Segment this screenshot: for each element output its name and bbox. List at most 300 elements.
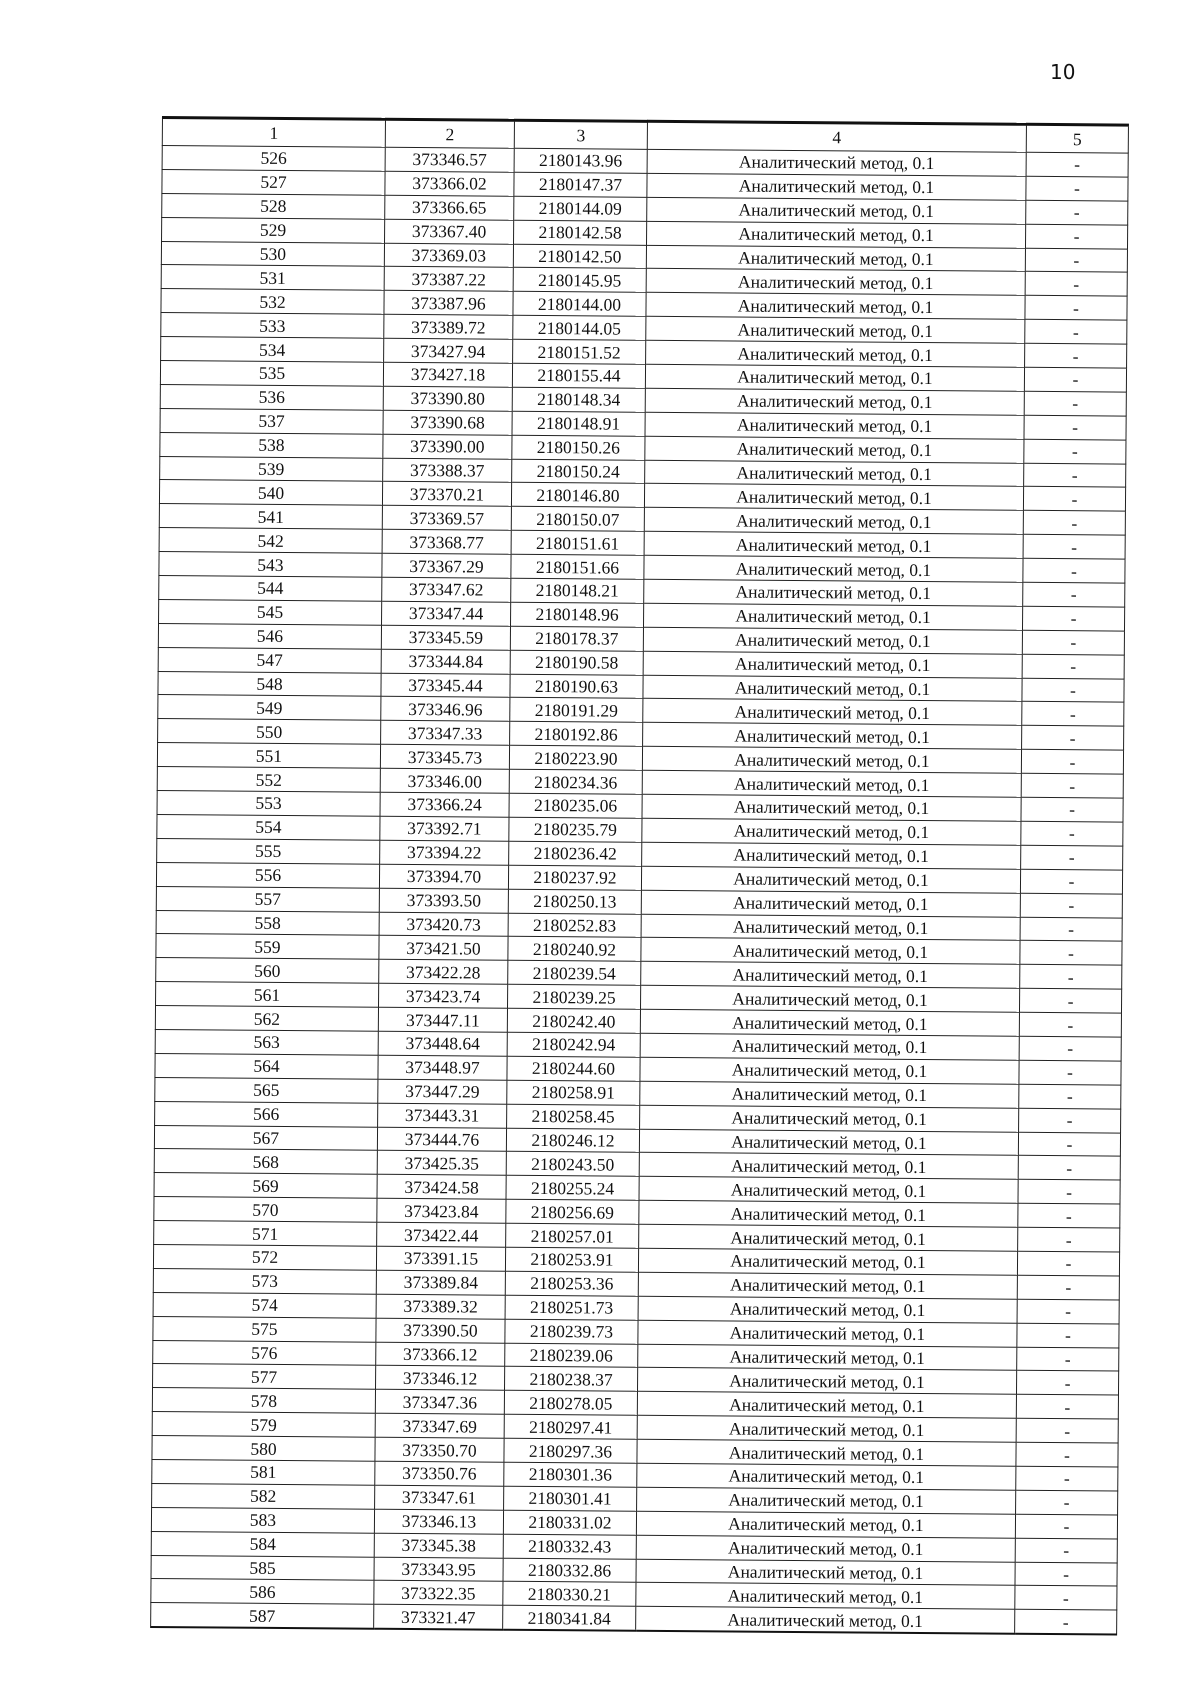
method-cell: Аналитический метод, 0.1 bbox=[645, 460, 1024, 487]
description-cell: - bbox=[1022, 678, 1124, 703]
point-number-cell: 536 bbox=[160, 384, 383, 410]
point-number-cell: 562 bbox=[155, 1006, 378, 1032]
y-coordinate-cell: 2180244.60 bbox=[507, 1056, 640, 1081]
x-coordinate-cell: 373346.57 bbox=[385, 147, 514, 172]
y-coordinate-cell: 2180242.94 bbox=[507, 1032, 640, 1057]
point-number-cell: 550 bbox=[158, 719, 381, 745]
point-number-cell: 540 bbox=[159, 480, 382, 506]
y-coordinate-cell: 2180257.01 bbox=[506, 1223, 639, 1248]
method-cell: Аналитический метод, 0.1 bbox=[644, 555, 1023, 582]
method-cell: Аналитический метод, 0.1 bbox=[640, 1009, 1019, 1036]
point-number-cell: 578 bbox=[152, 1388, 375, 1414]
y-coordinate-cell: 2180144.09 bbox=[514, 196, 647, 221]
point-number-cell: 567 bbox=[154, 1125, 377, 1151]
method-cell: Аналитический метод, 0.1 bbox=[644, 508, 1023, 535]
y-coordinate-cell: 2180192.86 bbox=[510, 722, 643, 747]
y-coordinate-cell: 2180143.96 bbox=[514, 148, 647, 173]
y-coordinate-cell: 2180239.54 bbox=[508, 961, 641, 986]
description-cell: - bbox=[1023, 535, 1125, 560]
method-cell: Аналитический метод, 0.1 bbox=[640, 1033, 1019, 1060]
description-cell: - bbox=[1020, 869, 1122, 894]
description-cell: - bbox=[1025, 343, 1127, 368]
method-cell: Аналитический метод, 0.1 bbox=[645, 412, 1024, 439]
x-coordinate-cell: 373394.70 bbox=[379, 864, 508, 889]
y-coordinate-cell: 2180258.45 bbox=[507, 1104, 640, 1129]
method-cell: Аналитический метод, 0.1 bbox=[645, 364, 1024, 391]
x-coordinate-cell: 373345.38 bbox=[374, 1533, 503, 1558]
point-number-cell: 577 bbox=[153, 1364, 376, 1390]
y-coordinate-cell: 2180235.79 bbox=[509, 817, 642, 842]
y-coordinate-cell: 2180147.37 bbox=[514, 172, 647, 197]
method-cell: Аналитический метод, 0.1 bbox=[643, 699, 1022, 726]
x-coordinate-cell: 373343.95 bbox=[374, 1557, 503, 1582]
description-cell: - bbox=[1023, 511, 1125, 536]
description-cell: - bbox=[1015, 1586, 1117, 1611]
point-number-cell: 569 bbox=[154, 1173, 377, 1199]
point-number-cell: 538 bbox=[160, 432, 383, 458]
point-number-cell: 539 bbox=[160, 456, 383, 482]
x-coordinate-cell: 373427.18 bbox=[383, 362, 512, 387]
point-number-cell: 543 bbox=[159, 552, 382, 578]
y-coordinate-cell: 2180237.92 bbox=[508, 865, 641, 890]
description-cell: - bbox=[1023, 558, 1125, 583]
method-cell: Аналитический метод, 0.1 bbox=[647, 173, 1026, 200]
description-cell: - bbox=[1019, 1108, 1121, 1133]
point-number-cell: 551 bbox=[157, 743, 380, 769]
point-number-cell: 541 bbox=[159, 504, 382, 530]
y-coordinate-cell: 2180246.12 bbox=[506, 1128, 639, 1153]
y-coordinate-cell: 2180234.36 bbox=[509, 769, 642, 794]
coordinates-table bbox=[150, 116, 1129, 1636]
x-coordinate-cell: 373350.76 bbox=[375, 1461, 504, 1486]
x-coordinate-cell: 373370.21 bbox=[382, 482, 511, 507]
y-coordinate-cell: 2180258.91 bbox=[507, 1080, 640, 1105]
description-cell: - bbox=[1017, 1323, 1119, 1348]
point-number-cell: 557 bbox=[156, 886, 379, 912]
point-number-cell: 566 bbox=[155, 1101, 378, 1127]
description-cell: - bbox=[1018, 1203, 1120, 1228]
method-cell: Аналитический метод, 0.1 bbox=[637, 1487, 1016, 1514]
x-coordinate-cell: 373389.32 bbox=[376, 1294, 505, 1319]
point-number-cell: 528 bbox=[162, 193, 385, 219]
x-coordinate-cell: 373422.28 bbox=[379, 960, 508, 985]
x-coordinate-cell: 373344.84 bbox=[381, 649, 510, 674]
x-coordinate-cell: 373367.29 bbox=[382, 553, 511, 578]
x-coordinate-cell: 373420.73 bbox=[379, 912, 508, 937]
x-coordinate-cell: 373443.31 bbox=[378, 1103, 507, 1128]
method-cell: Аналитический метод, 0.1 bbox=[641, 962, 1020, 989]
method-cell: Аналитический метод, 0.1 bbox=[642, 818, 1021, 845]
description-cell: - bbox=[1016, 1466, 1118, 1491]
method-cell: Аналитический метод, 0.1 bbox=[638, 1272, 1017, 1299]
method-cell: Аналитический метод, 0.1 bbox=[638, 1296, 1017, 1323]
description-cell: - bbox=[1021, 821, 1123, 846]
method-cell: Аналитический метод, 0.1 bbox=[645, 388, 1024, 415]
description-cell: - bbox=[1022, 606, 1124, 631]
description-cell: - bbox=[1019, 1012, 1121, 1037]
point-number-cell: 571 bbox=[154, 1221, 377, 1247]
y-coordinate-cell: 2180142.58 bbox=[514, 220, 647, 245]
point-number-cell: 568 bbox=[154, 1149, 377, 1175]
x-coordinate-cell: 373347.61 bbox=[375, 1485, 504, 1510]
description-cell: - bbox=[1017, 1275, 1119, 1300]
description-cell: - bbox=[1024, 439, 1126, 464]
description-cell: - bbox=[1015, 1538, 1117, 1563]
y-coordinate-cell: 2180256.69 bbox=[506, 1199, 639, 1224]
y-coordinate-cell: 2180330.21 bbox=[503, 1582, 636, 1607]
x-coordinate-cell: 373345.73 bbox=[380, 745, 509, 770]
description-cell: - bbox=[1016, 1442, 1118, 1467]
description-cell: - bbox=[1020, 941, 1122, 966]
method-cell: Аналитический метод, 0.1 bbox=[644, 603, 1023, 630]
method-cell: Аналитический метод, 0.1 bbox=[643, 723, 1022, 750]
y-coordinate-cell: 2180142.50 bbox=[513, 244, 646, 269]
x-coordinate-cell: 373390.80 bbox=[383, 386, 512, 411]
x-coordinate-cell: 373368.77 bbox=[382, 529, 511, 554]
x-coordinate-cell: 373366.02 bbox=[385, 171, 514, 196]
method-cell: Аналитический метод, 0.1 bbox=[646, 245, 1025, 272]
description-cell: - bbox=[1018, 1227, 1120, 1252]
y-coordinate-cell: 2180332.43 bbox=[503, 1534, 636, 1559]
point-number-cell: 583 bbox=[151, 1507, 374, 1533]
description-cell: - bbox=[1019, 1060, 1121, 1085]
y-coordinate-cell: 2180332.86 bbox=[503, 1558, 636, 1583]
method-cell: Аналитический метод, 0.1 bbox=[640, 1081, 1019, 1108]
y-coordinate-cell: 2180223.90 bbox=[509, 746, 642, 771]
point-number-cell: 559 bbox=[156, 934, 379, 960]
description-cell: - bbox=[1024, 367, 1126, 392]
point-number-cell: 564 bbox=[155, 1053, 378, 1079]
point-number-cell: 555 bbox=[157, 838, 380, 864]
y-coordinate-cell: 2180190.58 bbox=[510, 650, 643, 675]
point-number-cell: 556 bbox=[156, 862, 379, 888]
table-body bbox=[151, 146, 1129, 1635]
point-number-cell: 563 bbox=[155, 1029, 378, 1055]
description-cell: - bbox=[1020, 917, 1122, 942]
x-coordinate-cell: 373390.68 bbox=[383, 410, 512, 435]
x-coordinate-cell: 373347.62 bbox=[382, 577, 511, 602]
point-number-cell: 546 bbox=[158, 623, 381, 649]
point-number-cell: 579 bbox=[152, 1412, 375, 1438]
method-cell: Аналитический метод, 0.1 bbox=[636, 1583, 1015, 1610]
x-coordinate-cell: 373347.33 bbox=[381, 721, 510, 746]
x-coordinate-cell: 373387.22 bbox=[384, 267, 513, 292]
description-cell: - bbox=[1025, 248, 1127, 273]
header-cell-x: 2 bbox=[385, 119, 514, 148]
point-number-cell: 558 bbox=[156, 910, 379, 936]
description-cell: - bbox=[1024, 463, 1126, 488]
page-number: 10 bbox=[1050, 60, 1076, 84]
header-cell-description: 5 bbox=[1026, 124, 1128, 153]
description-cell: - bbox=[1025, 320, 1127, 345]
point-number-cell: 581 bbox=[152, 1459, 375, 1485]
x-coordinate-cell: 373346.00 bbox=[380, 768, 509, 793]
description-cell: - bbox=[1021, 750, 1123, 775]
point-number-cell: 552 bbox=[157, 767, 380, 793]
method-cell: Аналитический метод, 0.1 bbox=[636, 1607, 1015, 1634]
x-coordinate-cell: 373367.40 bbox=[385, 219, 514, 244]
method-cell: Аналитический метод, 0.1 bbox=[646, 340, 1025, 367]
description-cell: - bbox=[1026, 176, 1128, 201]
x-coordinate-cell: 373421.50 bbox=[379, 936, 508, 961]
point-number-cell: 585 bbox=[151, 1555, 374, 1581]
x-coordinate-cell: 373346.96 bbox=[381, 697, 510, 722]
point-number-cell: 530 bbox=[161, 241, 384, 267]
method-cell: Аналитический метод, 0.1 bbox=[639, 1153, 1018, 1180]
y-coordinate-cell: 2180150.26 bbox=[512, 435, 645, 460]
method-cell: Аналитический метод, 0.1 bbox=[640, 1057, 1019, 1084]
method-cell: Аналитический метод, 0.1 bbox=[636, 1535, 1015, 1562]
x-coordinate-cell: 373322.35 bbox=[374, 1581, 503, 1606]
x-coordinate-cell: 373390.00 bbox=[383, 434, 512, 459]
x-coordinate-cell: 373390.50 bbox=[376, 1318, 505, 1343]
y-coordinate-cell: 2180236.42 bbox=[509, 841, 642, 866]
method-cell: Аналитический метод, 0.1 bbox=[643, 627, 1022, 654]
x-coordinate-cell: 373448.97 bbox=[378, 1055, 507, 1080]
method-cell: Аналитический метод, 0.1 bbox=[637, 1392, 1016, 1419]
y-coordinate-cell: 2180242.40 bbox=[507, 1008, 640, 1033]
description-cell: - bbox=[1019, 988, 1121, 1013]
method-cell: Аналитический метод, 0.1 bbox=[638, 1320, 1017, 1347]
x-coordinate-cell: 373394.22 bbox=[380, 840, 509, 865]
point-number-cell: 534 bbox=[161, 337, 384, 363]
x-coordinate-cell: 373366.65 bbox=[385, 195, 514, 220]
method-cell: Аналитический метод, 0.1 bbox=[647, 221, 1026, 248]
point-number-cell: 580 bbox=[152, 1436, 375, 1462]
method-cell: Аналитический метод, 0.1 bbox=[638, 1344, 1017, 1371]
x-coordinate-cell: 373425.35 bbox=[377, 1151, 506, 1176]
x-coordinate-cell: 373345.44 bbox=[381, 673, 510, 698]
point-number-cell: 587 bbox=[151, 1603, 374, 1629]
description-cell: - bbox=[1023, 582, 1125, 607]
method-cell: Аналитический метод, 0.1 bbox=[647, 197, 1026, 224]
y-coordinate-cell: 2180239.25 bbox=[508, 984, 641, 1009]
method-cell: Аналитический метод, 0.1 bbox=[647, 149, 1026, 176]
description-cell: - bbox=[1018, 1180, 1120, 1205]
x-coordinate-cell: 373369.57 bbox=[382, 506, 511, 531]
method-cell: Аналитический метод, 0.1 bbox=[640, 985, 1019, 1012]
description-cell: - bbox=[1018, 1132, 1120, 1157]
point-number-cell: 572 bbox=[153, 1244, 376, 1270]
x-coordinate-cell: 373392.71 bbox=[380, 816, 509, 841]
point-number-cell: 542 bbox=[159, 528, 382, 554]
y-coordinate-cell: 2180253.36 bbox=[505, 1271, 638, 1296]
x-coordinate-cell: 373391.15 bbox=[376, 1246, 505, 1271]
method-cell: Аналитический метод, 0.1 bbox=[642, 794, 1021, 821]
x-coordinate-cell: 373447.29 bbox=[378, 1079, 507, 1104]
description-cell: - bbox=[1024, 391, 1126, 416]
y-coordinate-cell: 2180240.92 bbox=[508, 937, 641, 962]
y-coordinate-cell: 2180297.41 bbox=[504, 1414, 637, 1439]
description-cell: - bbox=[1016, 1395, 1118, 1420]
y-coordinate-cell: 2180144.00 bbox=[513, 292, 646, 317]
y-coordinate-cell: 2180301.36 bbox=[504, 1462, 637, 1487]
point-number-cell: 533 bbox=[161, 313, 384, 339]
y-coordinate-cell: 2180148.91 bbox=[512, 411, 645, 436]
x-coordinate-cell: 373447.11 bbox=[378, 1007, 507, 1032]
description-cell: - bbox=[1017, 1251, 1119, 1276]
y-coordinate-cell: 2180150.24 bbox=[512, 459, 645, 484]
y-coordinate-cell: 2180301.41 bbox=[504, 1486, 637, 1511]
y-coordinate-cell: 2180243.50 bbox=[506, 1152, 639, 1177]
x-coordinate-cell: 373321.47 bbox=[374, 1605, 503, 1630]
point-number-cell: 549 bbox=[158, 695, 381, 721]
point-number-cell: 532 bbox=[161, 289, 384, 315]
point-number-cell: 531 bbox=[161, 265, 384, 291]
point-number-cell: 586 bbox=[151, 1579, 374, 1605]
y-coordinate-cell: 2180178.37 bbox=[510, 626, 643, 651]
x-coordinate-cell: 373347.69 bbox=[375, 1413, 504, 1438]
y-coordinate-cell: 2180151.61 bbox=[511, 531, 644, 556]
description-cell: - bbox=[1021, 797, 1123, 822]
point-number-cell: 526 bbox=[162, 146, 385, 172]
x-coordinate-cell: 373369.03 bbox=[384, 243, 513, 268]
description-cell: - bbox=[1022, 702, 1124, 727]
y-coordinate-cell: 2180144.05 bbox=[513, 315, 646, 340]
y-coordinate-cell: 2180331.02 bbox=[503, 1510, 636, 1535]
method-cell: Аналитический метод, 0.1 bbox=[641, 866, 1020, 893]
method-cell: Аналитический метод, 0.1 bbox=[642, 770, 1021, 797]
method-cell: Аналитический метод, 0.1 bbox=[637, 1439, 1016, 1466]
x-coordinate-cell: 373346.13 bbox=[374, 1509, 503, 1534]
x-coordinate-cell: 373424.58 bbox=[377, 1175, 506, 1200]
y-coordinate-cell: 2180148.96 bbox=[511, 602, 644, 627]
x-coordinate-cell: 373448.64 bbox=[378, 1031, 507, 1056]
description-cell: - bbox=[1026, 152, 1128, 177]
description-cell: - bbox=[1020, 893, 1122, 918]
method-cell: Аналитический метод, 0.1 bbox=[639, 1224, 1018, 1251]
point-number-cell: 574 bbox=[153, 1292, 376, 1318]
description-cell: - bbox=[1022, 726, 1124, 751]
y-coordinate-cell: 2180250.13 bbox=[508, 889, 641, 914]
header-cell-point-number: 1 bbox=[162, 118, 385, 148]
description-cell: - bbox=[1024, 415, 1126, 440]
y-coordinate-cell: 2180341.84 bbox=[503, 1606, 636, 1631]
x-coordinate-cell: 373366.12 bbox=[376, 1342, 505, 1367]
x-coordinate-cell: 373423.84 bbox=[377, 1198, 506, 1223]
method-cell: Аналитический метод, 0.1 bbox=[640, 1105, 1019, 1132]
method-cell: Аналитический метод, 0.1 bbox=[644, 579, 1023, 606]
point-number-cell: 575 bbox=[153, 1316, 376, 1342]
description-cell: - bbox=[1017, 1299, 1119, 1324]
method-cell: Аналитический метод, 0.1 bbox=[644, 484, 1023, 511]
point-number-cell: 560 bbox=[156, 958, 379, 984]
point-number-cell: 573 bbox=[153, 1268, 376, 1294]
method-cell: Аналитический метод, 0.1 bbox=[639, 1177, 1018, 1204]
method-cell: Аналитический метод, 0.1 bbox=[646, 269, 1025, 296]
method-cell: Аналитический метод, 0.1 bbox=[643, 675, 1022, 702]
y-coordinate-cell: 2180146.80 bbox=[511, 483, 644, 508]
y-coordinate-cell: 2180253.91 bbox=[505, 1247, 638, 1272]
y-coordinate-cell: 2180145.95 bbox=[513, 268, 646, 293]
method-cell: Аналитический метод, 0.1 bbox=[641, 890, 1020, 917]
method-cell: Аналитический метод, 0.1 bbox=[637, 1415, 1016, 1442]
method-cell: Аналитический метод, 0.1 bbox=[638, 1248, 1017, 1275]
y-coordinate-cell: 2180148.34 bbox=[512, 387, 645, 412]
y-coordinate-cell: 2180238.37 bbox=[505, 1367, 638, 1392]
description-cell: - bbox=[1019, 1036, 1121, 1061]
y-coordinate-cell: 2180239.73 bbox=[505, 1319, 638, 1344]
point-number-cell: 570 bbox=[154, 1197, 377, 1223]
x-coordinate-cell: 373346.12 bbox=[376, 1366, 505, 1391]
point-number-cell: 529 bbox=[162, 217, 385, 243]
x-coordinate-cell: 373389.84 bbox=[376, 1270, 505, 1295]
description-cell: - bbox=[1021, 845, 1123, 870]
description-cell: - bbox=[1022, 630, 1124, 655]
method-cell: Аналитический метод, 0.1 bbox=[645, 436, 1024, 463]
point-number-cell: 584 bbox=[151, 1531, 374, 1557]
point-number-cell: 545 bbox=[159, 599, 382, 625]
y-coordinate-cell: 2180148.21 bbox=[511, 578, 644, 603]
description-cell: - bbox=[1016, 1490, 1118, 1515]
point-number-cell: 544 bbox=[159, 576, 382, 602]
x-coordinate-cell: 373427.94 bbox=[384, 338, 513, 363]
point-number-cell: 527 bbox=[162, 169, 385, 195]
y-coordinate-cell: 2180297.36 bbox=[504, 1438, 637, 1463]
method-cell: Аналитический метод, 0.1 bbox=[646, 293, 1025, 320]
point-number-cell: 582 bbox=[152, 1483, 375, 1509]
method-cell: Аналитический метод, 0.1 bbox=[636, 1559, 1015, 1586]
point-number-cell: 537 bbox=[160, 408, 383, 434]
description-cell: - bbox=[1018, 1156, 1120, 1181]
description-cell: - bbox=[1020, 965, 1122, 990]
x-coordinate-cell: 373423.74 bbox=[379, 983, 508, 1008]
description-cell: - bbox=[1023, 487, 1125, 512]
x-coordinate-cell: 373347.44 bbox=[382, 601, 511, 626]
method-cell: Аналитический метод, 0.1 bbox=[639, 1200, 1018, 1227]
point-number-cell: 561 bbox=[156, 982, 379, 1008]
y-coordinate-cell: 2180239.06 bbox=[505, 1343, 638, 1368]
point-number-cell: 554 bbox=[157, 814, 380, 840]
description-cell: - bbox=[1017, 1347, 1119, 1372]
description-cell: - bbox=[1026, 200, 1128, 225]
x-coordinate-cell: 373347.36 bbox=[375, 1390, 504, 1415]
method-cell: Аналитический метод, 0.1 bbox=[637, 1368, 1016, 1395]
y-coordinate-cell: 2180151.52 bbox=[513, 339, 646, 364]
description-cell: - bbox=[1015, 1610, 1117, 1635]
point-number-cell: 565 bbox=[155, 1077, 378, 1103]
y-coordinate-cell: 2180235.06 bbox=[509, 793, 642, 818]
x-coordinate-cell: 373350.70 bbox=[375, 1437, 504, 1462]
point-number-cell: 576 bbox=[153, 1340, 376, 1366]
point-number-cell: 535 bbox=[160, 361, 383, 387]
point-number-cell: 553 bbox=[157, 791, 380, 817]
y-coordinate-cell: 2180191.29 bbox=[510, 698, 643, 723]
x-coordinate-cell: 373389.72 bbox=[384, 314, 513, 339]
y-coordinate-cell: 2180252.83 bbox=[508, 913, 641, 938]
description-cell: - bbox=[1016, 1371, 1118, 1396]
x-coordinate-cell: 373393.50 bbox=[379, 888, 508, 913]
x-coordinate-cell: 373387.96 bbox=[384, 291, 513, 316]
description-cell: - bbox=[1016, 1418, 1118, 1443]
method-cell: Аналитический метод, 0.1 bbox=[644, 532, 1023, 559]
y-coordinate-cell: 2180255.24 bbox=[506, 1176, 639, 1201]
y-coordinate-cell: 2180251.73 bbox=[505, 1295, 638, 1320]
method-cell: Аналитический метод, 0.1 bbox=[646, 317, 1025, 344]
description-cell: - bbox=[1015, 1514, 1117, 1539]
x-coordinate-cell: 373388.37 bbox=[383, 458, 512, 483]
y-coordinate-cell: 2180151.66 bbox=[511, 554, 644, 579]
y-coordinate-cell: 2180190.63 bbox=[510, 674, 643, 699]
method-cell: Аналитический метод, 0.1 bbox=[642, 842, 1021, 869]
point-number-cell: 547 bbox=[158, 647, 381, 673]
description-cell: - bbox=[1022, 654, 1124, 679]
x-coordinate-cell: 373366.24 bbox=[380, 792, 509, 817]
y-coordinate-cell: 2180150.07 bbox=[511, 507, 644, 532]
description-cell: - bbox=[1025, 224, 1127, 249]
y-coordinate-cell: 2180278.05 bbox=[504, 1391, 637, 1416]
header-cell-y: 3 bbox=[514, 120, 647, 149]
